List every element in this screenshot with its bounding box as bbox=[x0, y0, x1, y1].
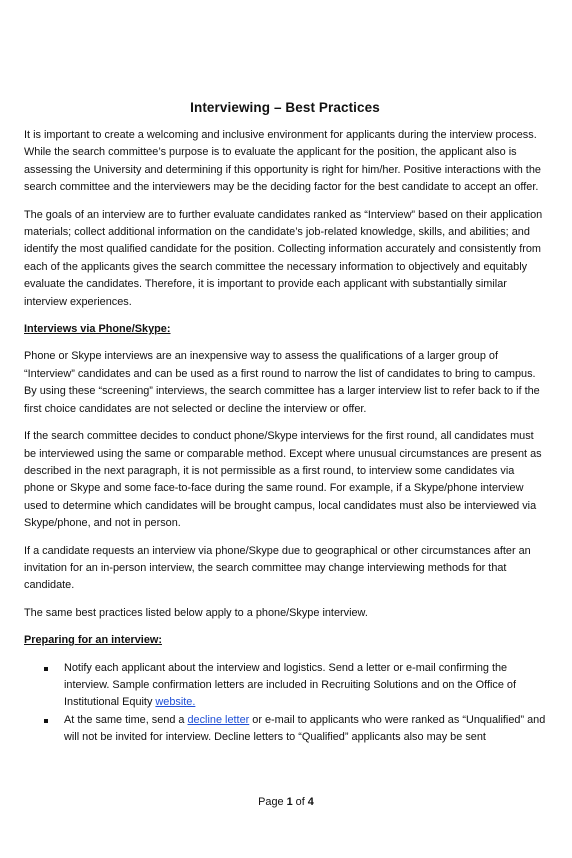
section-heading-preparing: Preparing for an interview: bbox=[24, 634, 162, 647]
list-item bbox=[44, 660, 546, 712]
square-bullet-icon bbox=[44, 719, 48, 723]
page-label: Page bbox=[258, 796, 287, 808]
preparing-bullet-list bbox=[24, 660, 546, 747]
list-item bbox=[44, 712, 546, 747]
intro-paragraph: It is important to create a welcoming and inclusive environment for applicants during the interview process. While the search committee’s purpose is to evaluate the applicant for the position, the applicant also is assessing the University and determining if this opportunity is right for him/her. Positive interactions with the search committee and the interviewers may be the deciding factor for the best candidate to accept an offer. bbox=[24, 129, 541, 194]
phone-skype-paragraph-1: Phone or Skype interviews are an inexpensive way to assess the qualifications of a larger group of “Interview” candidates and can be used as a first round to narrow the list of candidates to bring to campus. By using these “screening” interviews, the search committee has a larger interview list to refer back to if the first choice candidates are not selected or decline the interview or offer. bbox=[24, 350, 540, 415]
page-total: 4 bbox=[307, 796, 314, 808]
bullet-text: or e-mail to applicants who were ranked as “Unqualified” and will not be invited for interview. Decline letters to “Qualified” applicants also may be sent bbox=[64, 713, 546, 744]
goals-paragraph: The goals of an interview are to further evaluate candidates ranked as “Interview” based on their application materials; collect additional information on the candidate’s job-related knowledge, skills, and abilities; and identify the most qualified candidate for the position. Collecting information accurately and consistently from each of the applicants gives the search committee the necessary information to objectively and equitably evaluate the candidates. Therefore, it is important to provide each applicant with substantially similar interview experiences. bbox=[24, 208, 543, 308]
phone-skype-paragraph-2: If the search committee decides to conduct phone/Skype interviews for the first round, all candidates must be interviewed using the same or comparable method. Except where unusual circumstances are present as described in the next paragraph, it is not permissible as a first round, to interview some candidates via phone or Skype and some face-to-face during the same round. For example, if a Skype/phone interview used to determine which candidates will be brought campus, local candidates must also be interviewed via Skype/phone, and not in person. bbox=[24, 430, 542, 530]
of-label: of bbox=[292, 796, 308, 808]
page-footer bbox=[0, 796, 572, 808]
square-bullet-icon bbox=[44, 667, 48, 671]
decline-letter-link[interactable]: decline letter bbox=[187, 713, 250, 726]
document-body bbox=[24, 100, 546, 747]
bullet-text: At the same time, send a bbox=[64, 713, 188, 726]
section-heading-phone-skype: Interviews via Phone/Skype: bbox=[24, 323, 171, 336]
bullet-text: Notify each applicant about the interview and logistics. Send a letter or e-mail confirming the interview. Sample confirmation letters are included in Recruiting Solutions and on the Office of Institutional Equity bbox=[64, 661, 517, 709]
page-current: 1 bbox=[286, 796, 293, 808]
phone-skype-paragraph-3: If a candidate requests an interview via phone/Skype due to geographical or other circumstances after an invitation for an in-person interview, the search committee may change interviewing methods for that candidate. bbox=[24, 544, 531, 592]
website-link[interactable]: website. bbox=[155, 696, 196, 709]
page-title: Interviewing – Best Practices bbox=[190, 100, 380, 115]
phone-skype-paragraph-4: The same best practices listed below apply to a phone/Skype interview. bbox=[24, 606, 368, 619]
